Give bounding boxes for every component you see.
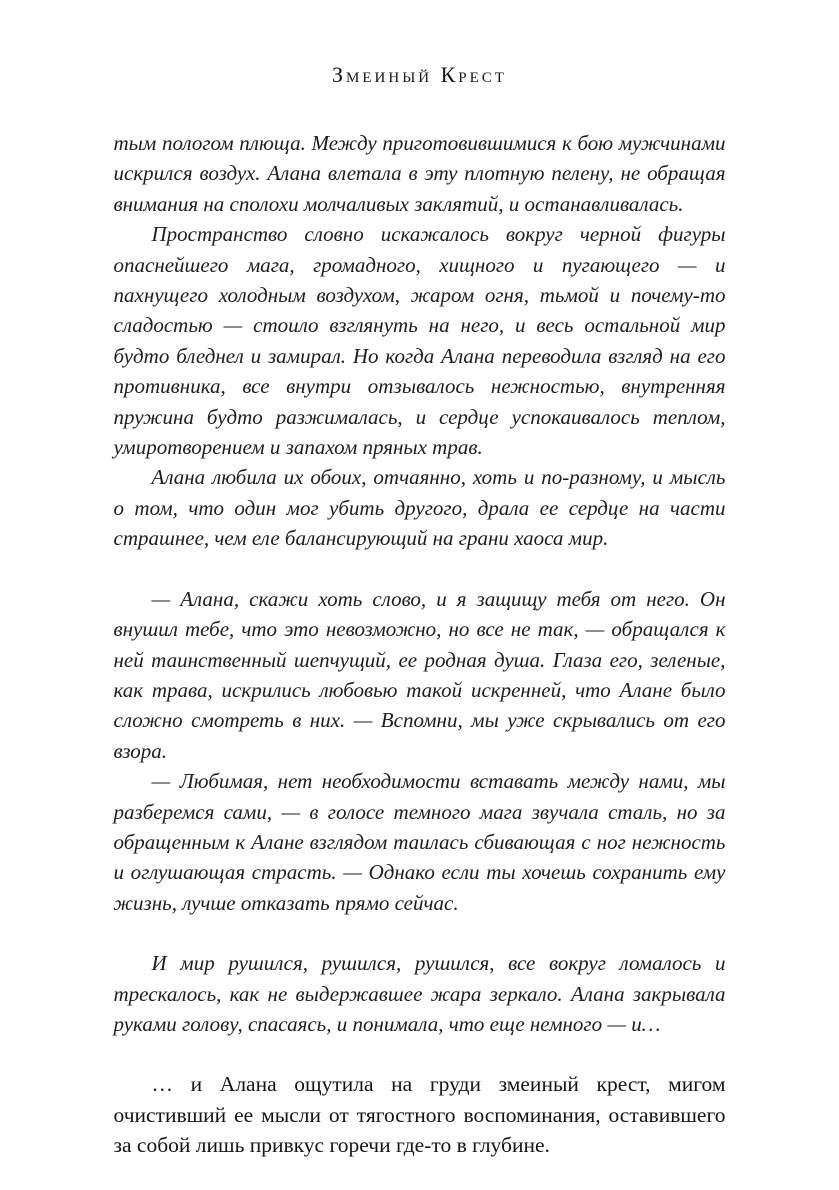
paragraph: Пространство словно искажалось вокруг черной фигуры опаснейшего мага, громадного, хищного и пугающего — и пахнущего холодным воздухом, жаром огня, тьмой и почему-то сладостью — стоило взглянуть на него, и весь остальной мир будто бледнел и замирал. Но когда Алана переводила взгляд на его противника, все внутри отзывалось нежностью, внутренняя пружина будто разжималась, и сердце успокаивалось теплом, умиротворением и запахом пряных трав. <box>113 222 726 460</box>
paragraph-dialogue: — Любимая, нет необходимости вставать между нами, мы разберемся сами, — в голосе темного мага звучала сталь, но за обращенным к Алане взглядом таилась сбивающая с ног нежность и оглушающая страсть. — Однако если ты хочешь сохранить ему жизнь, лучше отказать прямо сейчас. <box>113 769 726 915</box>
text-block <box>114 128 726 1161</box>
paragraph: … и Алана ощутила на груди змеиный крест, мигом очистивший ее мысли от тягостного воспоминания, оставившего за собой лишь привкус горечи где-то в глубине. <box>113 1072 726 1158</box>
paragraph: тым пологом плюща. Между приготовившимися к бою мужчинами искрился воздух. Алана влетала в эту плотную пелену, не обращая внимания на сполохи молчаливых заклятий, и останавливалась. <box>113 131 726 216</box>
running-header: Змеиный Крест <box>332 62 507 87</box>
paragraph-dialogue: — Алана, скажи хоть слово, и я защищу тебя от него. Он внушил тебе, что это невозможно, но все не так, — обращался к ней таинственный шепчущий, ее родная душа. Глаза его, зеленые, как трава, искрились любовью такой искренней, что Алане было сложно смотреть в них. — Вспомни, мы уже скрывались от его взора. <box>113 586 726 763</box>
paragraph: Алана любила их обоих, отчаянно, хоть и по-разному, и мысль о том, что один мог убить другого, драла ее сердце на части страшнее, чем еле балансирующий на грани хаоса мир. <box>113 465 726 551</box>
paragraph: И мир рушился, рушился, рушился, все вокруг ломалось и трескалось, как не выдержавшее жара зеркало. Алана закрывала руками голову, спасаясь, и понимала, что еще немного — и… <box>113 951 726 1036</box>
